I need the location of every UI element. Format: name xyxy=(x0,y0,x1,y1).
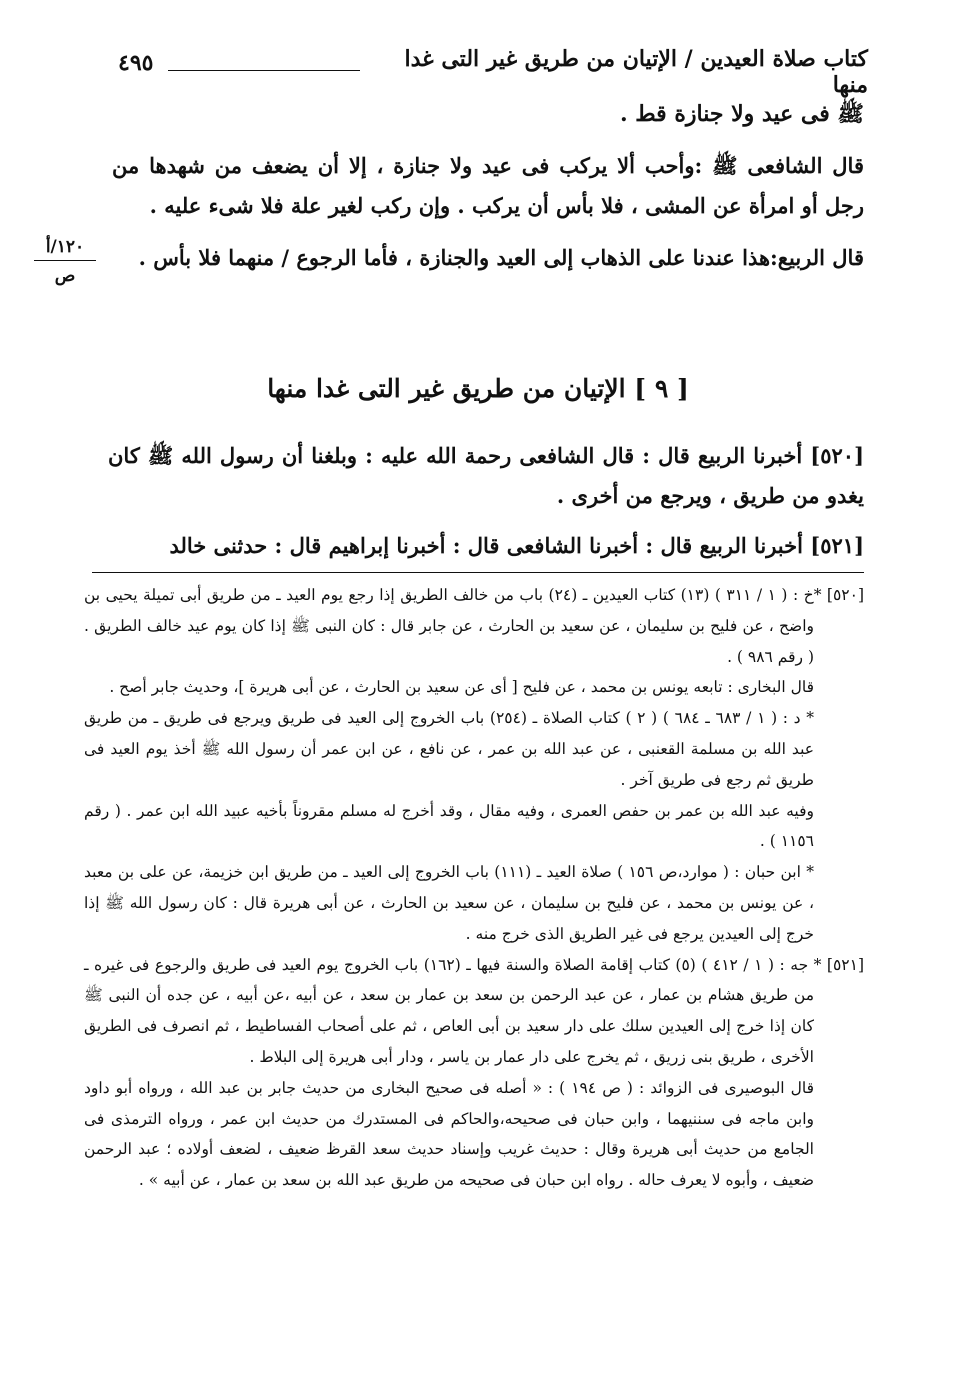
footnote-520-ibn-hibban: * ابن حبان : ( موارد،ص ١٥٦ ) صلاة العيد ـ (١١١) باب الخروج إلى العيد ـ من طريق ابن خزيمة، عن على بن معبد ، عن يونس بن محمد ، عن فليح بن سليمان ، عن سعيد بن الحارث ، عن أبى هريرة قال : كان رسول الله ﷺ إذا خرج إلى العيدين يرجع فى غير الطريق الذى خرج منه . xyxy=(84,863,814,943)
carry-over-line: ﷺ فى عيد ولا جنازة قط . xyxy=(619,101,864,127)
folio-siglum: ص xyxy=(54,266,76,286)
running-header xyxy=(112,46,868,98)
manuscript-folio-note xyxy=(34,236,96,287)
footnote-520-abu-dawud-comment: وفيه عبد الله بن عمر بن حفص العمرى ، وفيه مقال ، وقد أخرج له مسلم مقروناً بأخيه عبيد الله ابن عمر . ( رقم ١١٥٦ ) . xyxy=(84,801,814,851)
footnote-520-bukhari: [٥٢٠] *خ : ( ١ / ٣١١ ) (١٣) كتاب العيدين ـ (٢٤) باب من خالف الطريق إذا رجع يوم العيد ـ من طريق أبى تميلة يحيى بن واضح ، عن فليح بن سليمان ، عن سعيد بن الحارث ، عن جابر قال : كان النبى ﷺ إذا كان يوم عيد خالف الطريق . ( رقم ٩٨٦ ) . xyxy=(84,586,865,666)
footnote-521-ibn-majah: [٥٢١] * جه : ( ١ / ٤١٢ ) (٥) كتاب إقامة الصلاة والسنة فيها ـ (١٦٢) باب الخروج يوم العيد فى طريق والرجوع فى غيره ـ من طريق هشام بن عمار ، عن عبد الرحمن بن سعد بن عمار بن سعد ، عن أبيه ،عن أبيه ، عن جده أن النبى ﷺ كان إذا خرج إلى العيدين سلك على دار سعيد بن أبى العاص ، ثم على أصحاب الفساطيط ، ثم انصرف فى الطريق الأخرى ، طريق بنى زريق ، ثم يخرج على دار عمار بن ياسر ، ودار أبى هريرة إلى البلاط . xyxy=(84,955,865,1066)
footnote-521-busiri: قال البوصيرى فى الزوائد : ( ص ١٩٤ ) : « أصله فى صحيح البخارى من حديث جابر بن عبد الله ، ورواه أبو داود وابن ماجه فى سننيهما ، وابن حبان فى صحيحه،والحاكم فى المستدرك من حديث ابن عمر ، ورواه الترمذى فى الجامع من حديث أبى هريرة وقال : حديث غريب وإسناد حديث سعد القرظ ضعيف ، لضعف أولاده ؛ عبد الرحمن ضعيف ، وأبوه لا يعرف حاله . رواه ابن حبان فى صحيحه من طريق عبد الله بن سعد بن عمار ، عن أبيه » . xyxy=(84,1078,814,1190)
page-number: ٤٩٥ xyxy=(118,50,154,76)
footnote-separator xyxy=(92,572,864,573)
header-rule xyxy=(168,70,360,71)
rabi-paragraph: قال الربيع:هذا عندنا على الذهاب إلى العيد والجنازة ، فأما الرجوع / منهما فلا بأس . xyxy=(138,245,864,270)
running-title: كتاب صلاة العيدين / الإتيان من طريق غير التى غدا منها xyxy=(404,46,868,98)
chapter-heading: [ ٩ ] الإتيان من طريق غير التى غدا منها xyxy=(267,374,689,403)
shafii-paragraph: قال الشافعى ﷺ :وأحب ألا يركب فى عيد ولا جنازة ، إلا أن يضعف من شهدها من رجل أو امرأة عن المشى ، فلا بأس أن يركب . وإن ركب لغير علة فلا شىء عليه . xyxy=(112,153,864,218)
hadith-521: [٥٢١] أخبرنا الربيع قال : أخبرنا الشافعى قال : أخبرنا إبراهيم قال : حدثنى خالد xyxy=(169,533,864,558)
hadith-520: [٥٢٠] أخبرنا الربيع قال : قال الشافعى رحمة الله عليه : وبلغنا أن رسول الله ﷺ كان يغدو من طريق ، ويرجع من أخرى . xyxy=(108,443,864,508)
footnote-520-bukhari-comment: قال البخارى : تابعه يونس بن محمد ، عن فليح [ أى عن سعيد بن الحارث ، عن أبى هريرة ]، وحديث جابر أصح . xyxy=(109,678,814,697)
folio-number: ١٢٠/أ xyxy=(34,236,96,261)
footnotes xyxy=(84,580,864,1196)
footnote-520-abu-dawud: * د : ( ١ / ٦٨٣ ـ ٦٨٤ ) ( ٢ ) كتاب الصلاة ـ (٢٥٤) باب الخروج إلى العيد فى طريق ويرجع فى طريق ـ من طريق عبد الله بن مسلمة القعنبى ، عن عبد الله بن عمر ، عن نافع ، عن ابن عمر أن رسول الله ﷺ أخذ يوم العيد فى طريق ثم رجع فى طريق آخر . xyxy=(84,709,815,789)
